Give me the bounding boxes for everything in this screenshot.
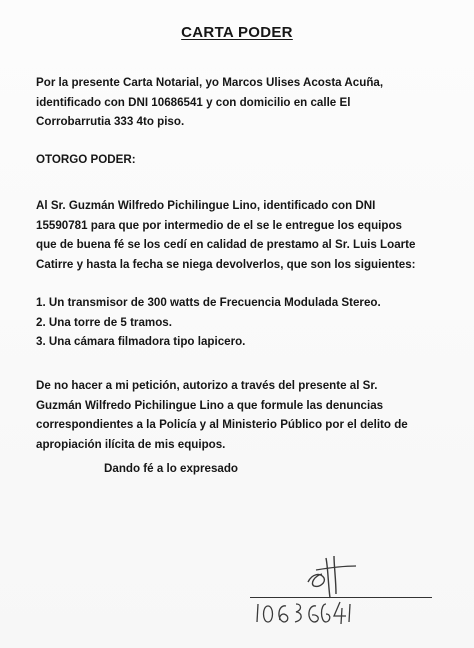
grant-heading-text: OTORGO PODER: (36, 153, 136, 166)
authorization-line: apropiación ilícita de mis equipos. (36, 437, 226, 451)
intro-line: Por la presente Carta Notarial, yo Marcos Ulises Acosta Acuña, (36, 76, 384, 89)
grantee-paragraph (36, 196, 450, 274)
grantee-line: 15590781 para que por intermedio de el se le entregue los equipos (36, 218, 402, 232)
document-title-text: CARTA PODER (181, 24, 293, 41)
closing-text: Dando fé a lo expresado (104, 462, 239, 475)
intro-line: Corrobarrutia 333 4to piso. (36, 115, 185, 128)
grantee-line: que de buena fé se los cedí en calidad de prestamo al Sr. Luis Loarte (36, 238, 416, 251)
intro-line: identificado con DNI 10686541 y con domicilio en calle El (36, 95, 351, 109)
authorization-line: correspondientes a la Policía y al Ministerio Público por el delito de (36, 418, 408, 431)
document-title (0, 24, 474, 41)
equipment-list-item: 2. Una torre de 5 tramos. (36, 315, 172, 329)
equipment-list (36, 293, 450, 352)
equipment-list-item: 3. Una cámara filmadora tipo lapicero. (36, 335, 246, 348)
grantee-line: Catirre y hasta la fecha se niega devolverlos, que son los siguientes: (36, 257, 416, 271)
authorization-line: De no hacer a mi petición, autorizo a través del presente al Sr. (36, 379, 378, 392)
closing-statement (104, 459, 364, 479)
authorization-paragraph (36, 376, 450, 454)
handwritten-signature (298, 552, 358, 600)
grantee-line: Al Sr. Guzmán Wilfredo Pichilingue Lino, identificado con DNI (36, 199, 376, 212)
grant-heading (36, 150, 450, 170)
equipment-list-item: 1. Un transmisor de 300 watts de Frecuencia Modulada Stereo. (36, 296, 381, 309)
intro-paragraph (36, 73, 450, 132)
authorization-line: Guzmán Wilfredo Pichilingue Lino a que formule las denuncias (36, 398, 384, 412)
handwritten-dni-number (254, 598, 354, 626)
